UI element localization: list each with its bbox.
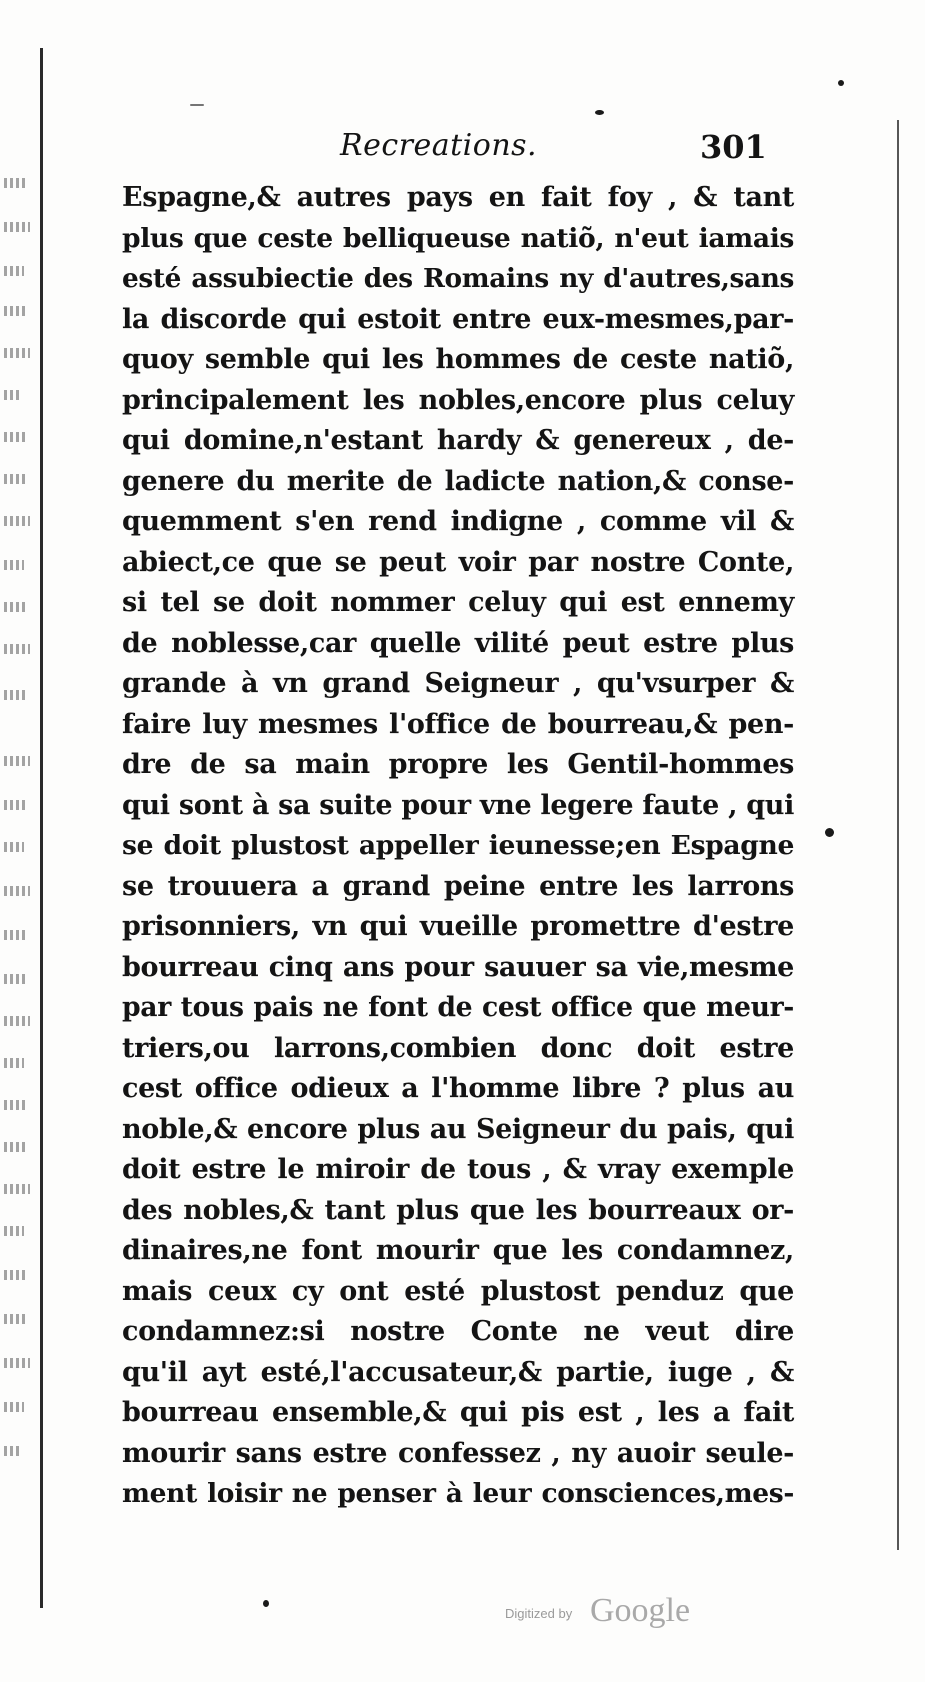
- text-line: bourreau ensemble,& qui pis est , les a fait: [122, 1397, 794, 1428]
- text-line: prisonniers, vn qui vueille promettre d'estre: [122, 911, 794, 942]
- text-line: la discorde qui estoit entre eux-mesmes,par-: [122, 303, 794, 335]
- ink-speck: [595, 110, 604, 115]
- text-line: abiect,ce que se peut voir par nostre Conte,: [122, 546, 794, 578]
- text-line: qui domine,n'estant hardy & genereux , de-: [122, 425, 794, 456]
- text-line: dinaires,ne font mourir que les condamnez,: [122, 1235, 794, 1266]
- text-line: dre de sa main propre les Gentil-hommes: [122, 749, 794, 780]
- text-line: condamnez:si nostre Conte ne veut dire: [122, 1316, 794, 1347]
- text-line: plus que ceste belliqueuse natiõ, n'eut iamais: [122, 222, 794, 254]
- text-line: principalement les nobles,encore plus celuy: [122, 384, 794, 416]
- digitized-by-label: Digitized by: [505, 1606, 573, 1621]
- text-line: quemment s'en rend indigne , comme vil &: [122, 506, 794, 537]
- text-line: se trouuera a grand peine entre les larrons: [122, 870, 794, 902]
- text-line: quoy semble qui les hommes de ceste natiõ,: [122, 344, 794, 375]
- text-line: qui sont à sa suite pour vne legere faute , qui: [122, 789, 794, 821]
- body-text: [122, 178, 794, 1515]
- text-line: des nobles,& tant plus que les bourreaux or-: [122, 1194, 794, 1226]
- text-line: bourreau cinq ans pour sauuer sa vie,mesme: [122, 951, 794, 983]
- text-line: grande à vn grand Seigneur , qu'vsurper &: [122, 668, 794, 699]
- text-line: de noblesse,car quelle vilité peut estre plus: [122, 627, 794, 659]
- text-line: mais ceux cy ont esté plustost penduz que: [122, 1275, 794, 1307]
- text-line: cest office odieux a l'homme libre ? plus au: [122, 1073, 794, 1104]
- ink-speck: [190, 104, 204, 106]
- text-line: qu'il ayt esté,l'accusateur,& partie, iuge , &: [122, 1356, 794, 1388]
- text-line: par tous pais ne font de cest office que meur-: [122, 992, 794, 1023]
- facing-page-bleed: [0, 170, 36, 1490]
- text-line: genere du merite de ladicte nation,& conse-: [122, 465, 794, 497]
- text-line: faire luy mesmes l'office de bourreau,& pen-: [122, 708, 794, 740]
- text-line: noble,& encore plus au Seigneur du pais, qui: [122, 1113, 794, 1145]
- text-line: esté assubiectie des Romains ny d'autres,sans: [122, 263, 794, 294]
- google-watermark: Google: [590, 1592, 691, 1629]
- ink-speck: [838, 80, 844, 86]
- text-line: doit estre le miroir de tous , & vray exemple: [122, 1154, 794, 1185]
- text-line: triers,ou larrons,combien donc doit estre: [122, 1032, 794, 1064]
- page-outer-edge: [897, 120, 899, 1550]
- page-gutter-edge: [40, 48, 43, 1608]
- ink-speck: [825, 828, 834, 837]
- text-line: ment loisir ne penser à leur consciences,mes-: [122, 1478, 794, 1509]
- text-line: si tel se doit nommer celuy qui est ennemy: [122, 587, 794, 618]
- text-line: Espagne,& autres pays en fait foy , & tant: [122, 182, 794, 213]
- text-line: se doit plustost appeller ieunesse;en Espagne: [122, 830, 794, 861]
- text-line: mourir sans estre confessez , ny auoir seule-: [122, 1437, 794, 1469]
- running-title: Recreations.: [340, 128, 538, 163]
- ink-speck: [263, 1600, 269, 1607]
- page-number: 301: [700, 128, 767, 166]
